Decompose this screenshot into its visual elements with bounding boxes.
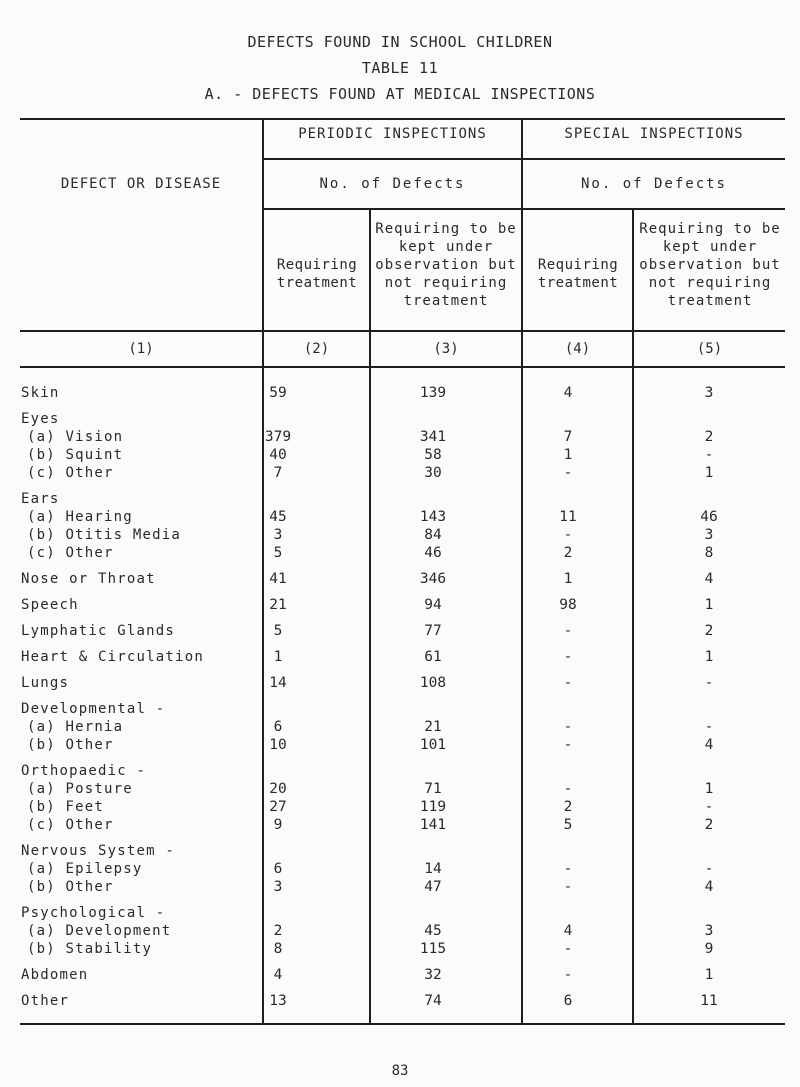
cell-c5: 4 <box>704 879 714 895</box>
cell-c5: 2 <box>704 817 714 833</box>
cell-c4: 11 <box>559 509 577 525</box>
cell-c5: 8 <box>704 545 714 561</box>
cell-c2: 7 <box>273 465 283 481</box>
cell-c3: 47 <box>424 879 442 895</box>
page-number: 83 <box>391 1063 409 1079</box>
cell-c2: 8 <box>273 941 283 957</box>
row-label: Abdomen <box>21 967 89 983</box>
cell-c4: - <box>563 879 573 895</box>
cell-c4: - <box>563 675 573 691</box>
cell-c5: 2 <box>704 623 714 639</box>
cell-c5: 1 <box>704 649 714 665</box>
cell-c2: 21 <box>269 597 287 613</box>
cell-c5: 4 <box>704 737 714 753</box>
cell-c3: 84 <box>424 527 442 543</box>
cell-c3: 101 <box>419 737 447 753</box>
row-label: (b) Other <box>27 879 114 895</box>
cell-c5: - <box>704 799 714 815</box>
cell-c3: 94 <box>424 597 442 613</box>
cell-c2: 5 <box>273 545 283 561</box>
row-label: Lymphatic Glands <box>21 623 176 639</box>
col-divider-3 <box>521 118 523 1025</box>
column-number-2: (2) <box>303 341 330 357</box>
row-label: Psychological - <box>21 905 166 921</box>
cell-c5: 3 <box>704 923 714 939</box>
cell-c3: 77 <box>424 623 442 639</box>
row-label: Speech <box>21 597 79 613</box>
row-label: (b) Otitis Media <box>27 527 182 543</box>
cell-c2: 41 <box>269 571 287 587</box>
cell-c4: - <box>563 737 573 753</box>
row-label: Nervous System - <box>21 843 176 859</box>
cell-c3: 46 <box>424 545 442 561</box>
column-number-1: (1) <box>128 341 154 357</box>
cell-c4: - <box>563 941 573 957</box>
cell-c2: 40 <box>269 447 287 463</box>
cell-c2: 13 <box>269 993 287 1009</box>
cell-c2: 59 <box>269 385 287 401</box>
row-label: (b) Squint <box>27 447 124 463</box>
cell-c5: 4 <box>704 571 714 587</box>
cell-c5: 2 <box>704 429 714 445</box>
row-label: Lungs <box>21 675 70 691</box>
cell-c3: 30 <box>424 465 442 481</box>
cell-c3: 108 <box>419 675 447 691</box>
row-label: (b) Feet <box>27 799 105 815</box>
special-header: SPECIAL INSPECTIONS <box>564 126 744 142</box>
table-top-rule <box>20 118 785 120</box>
cell-c4: - <box>563 623 573 639</box>
defect-column-header: DEFECT OR DISEASE <box>60 176 222 192</box>
cell-c2: 379 <box>264 429 292 445</box>
cell-c2: 45 <box>269 509 287 525</box>
cell-c4: 2 <box>563 799 573 815</box>
row-label: Developmental - <box>21 701 166 717</box>
column-number-5: (5) <box>696 341 723 357</box>
cell-c5: 11 <box>700 993 718 1009</box>
cell-c2: 3 <box>273 879 283 895</box>
row-label: Heart & Circulation <box>21 649 204 665</box>
cell-c4: 1 <box>563 447 573 463</box>
cell-c2: 4 <box>273 967 283 983</box>
row-label: (a) Development <box>27 923 172 939</box>
cell-c5: 1 <box>704 781 714 797</box>
cell-c2: 20 <box>269 781 287 797</box>
cell-c2: 6 <box>273 861 283 877</box>
cell-c3: 32 <box>424 967 442 983</box>
cell-c5: 3 <box>704 385 714 401</box>
cell-c5: 1 <box>704 597 714 613</box>
row-label: (c) Other <box>27 545 114 561</box>
cell-c2: 27 <box>269 799 287 815</box>
cell-c4: - <box>563 781 573 797</box>
cell-c5: 3 <box>704 527 714 543</box>
cell-c4: 4 <box>563 923 573 939</box>
cell-c3: 74 <box>424 993 442 1009</box>
row-label: (a) Posture <box>27 781 133 797</box>
cell-c4: 6 <box>563 993 573 1009</box>
cell-c4: 4 <box>563 385 573 401</box>
row-label: (a) Vision <box>27 429 124 445</box>
cell-c4: 2 <box>563 545 573 561</box>
table-number: TABLE 11 <box>361 59 439 77</box>
cell-c2: 3 <box>273 527 283 543</box>
cell-c5: 1 <box>704 465 714 481</box>
table-bottom-rule <box>20 1023 785 1025</box>
cell-c2: 9 <box>273 817 283 833</box>
row-label: Orthopaedic - <box>21 763 147 779</box>
cell-c5: 1 <box>704 967 714 983</box>
cell-c3: 61 <box>424 649 442 665</box>
cell-c2: 14 <box>269 675 287 691</box>
periodic-no-of-defects: No. of Defects <box>319 176 466 192</box>
table-rule-1 <box>262 158 785 160</box>
cell-c5: - <box>704 719 714 735</box>
cell-c4: - <box>563 465 573 481</box>
cell-c4: 5 <box>563 817 573 833</box>
special-requiring-observation: Requiring to be kept under observation but not requiring treatment <box>639 221 781 309</box>
table-subtitle: A. - DEFECTS FOUND AT MEDICAL INSPECTIONS <box>204 85 596 103</box>
cell-c4: - <box>563 967 573 983</box>
row-label: (a) Hernia <box>27 719 124 735</box>
row-label: (a) Hearing <box>27 509 133 525</box>
cell-c3: 14 <box>424 861 442 877</box>
cell-c4: 98 <box>559 597 577 613</box>
cell-c2: 5 <box>273 623 283 639</box>
cell-c2: 2 <box>273 923 283 939</box>
cell-c4: - <box>563 527 573 543</box>
document-title: DEFECTS FOUND IN SCHOOL CHILDREN <box>247 33 553 51</box>
cell-c2: 10 <box>269 737 287 753</box>
row-label: Skin <box>21 385 60 401</box>
table-rule-2 <box>262 208 785 210</box>
table-rule-3 <box>20 330 785 332</box>
cell-c3: 115 <box>419 941 447 957</box>
column-number-4: (4) <box>564 341 591 357</box>
row-label: (a) Epilepsy <box>27 861 143 877</box>
cell-c5: - <box>704 447 714 463</box>
row-label: Other <box>21 993 70 1009</box>
cell-c3: 71 <box>424 781 442 797</box>
table-rule-4 <box>20 366 785 368</box>
cell-c3: 341 <box>419 429 447 445</box>
row-label: (c) Other <box>27 465 114 481</box>
cell-c3: 58 <box>424 447 442 463</box>
periodic-requiring-treatment: Requiring treatment <box>276 257 358 291</box>
cell-c3: 119 <box>419 799 447 815</box>
column-number-3: (3) <box>433 341 459 357</box>
cell-c4: 1 <box>563 571 573 587</box>
special-requiring-treatment: Requiring treatment <box>537 257 619 291</box>
row-label: (b) Other <box>27 737 114 753</box>
cell-c4: - <box>563 719 573 735</box>
periodic-header: PERIODIC INSPECTIONS <box>298 126 487 142</box>
periodic-requiring-observation: Requiring to be kept under observation but not requiring treatment <box>375 221 517 309</box>
cell-c5: 46 <box>700 509 718 525</box>
cell-c4: - <box>563 649 573 665</box>
cell-c3: 346 <box>419 571 447 587</box>
cell-c2: 1 <box>273 649 283 665</box>
cell-c5: - <box>704 861 714 877</box>
cell-c4: 7 <box>563 429 573 445</box>
row-label: (c) Other <box>27 817 114 833</box>
cell-c3: 139 <box>419 385 447 401</box>
cell-c2: 6 <box>273 719 283 735</box>
cell-c3: 141 <box>419 817 447 833</box>
row-label: Eyes <box>21 411 60 427</box>
cell-c3: 45 <box>424 923 442 939</box>
cell-c3: 143 <box>419 509 447 525</box>
col-divider-4 <box>632 208 634 1025</box>
col-divider-2 <box>369 208 371 1025</box>
row-label: Ears <box>21 491 60 507</box>
cell-c5: 9 <box>704 941 714 957</box>
row-label: (b) Stability <box>27 941 153 957</box>
row-label: Nose or Throat <box>21 571 156 587</box>
cell-c4: - <box>563 861 573 877</box>
cell-c5: - <box>704 675 714 691</box>
special-no-of-defects: No. of Defects <box>580 176 727 192</box>
cell-c3: 21 <box>424 719 442 735</box>
